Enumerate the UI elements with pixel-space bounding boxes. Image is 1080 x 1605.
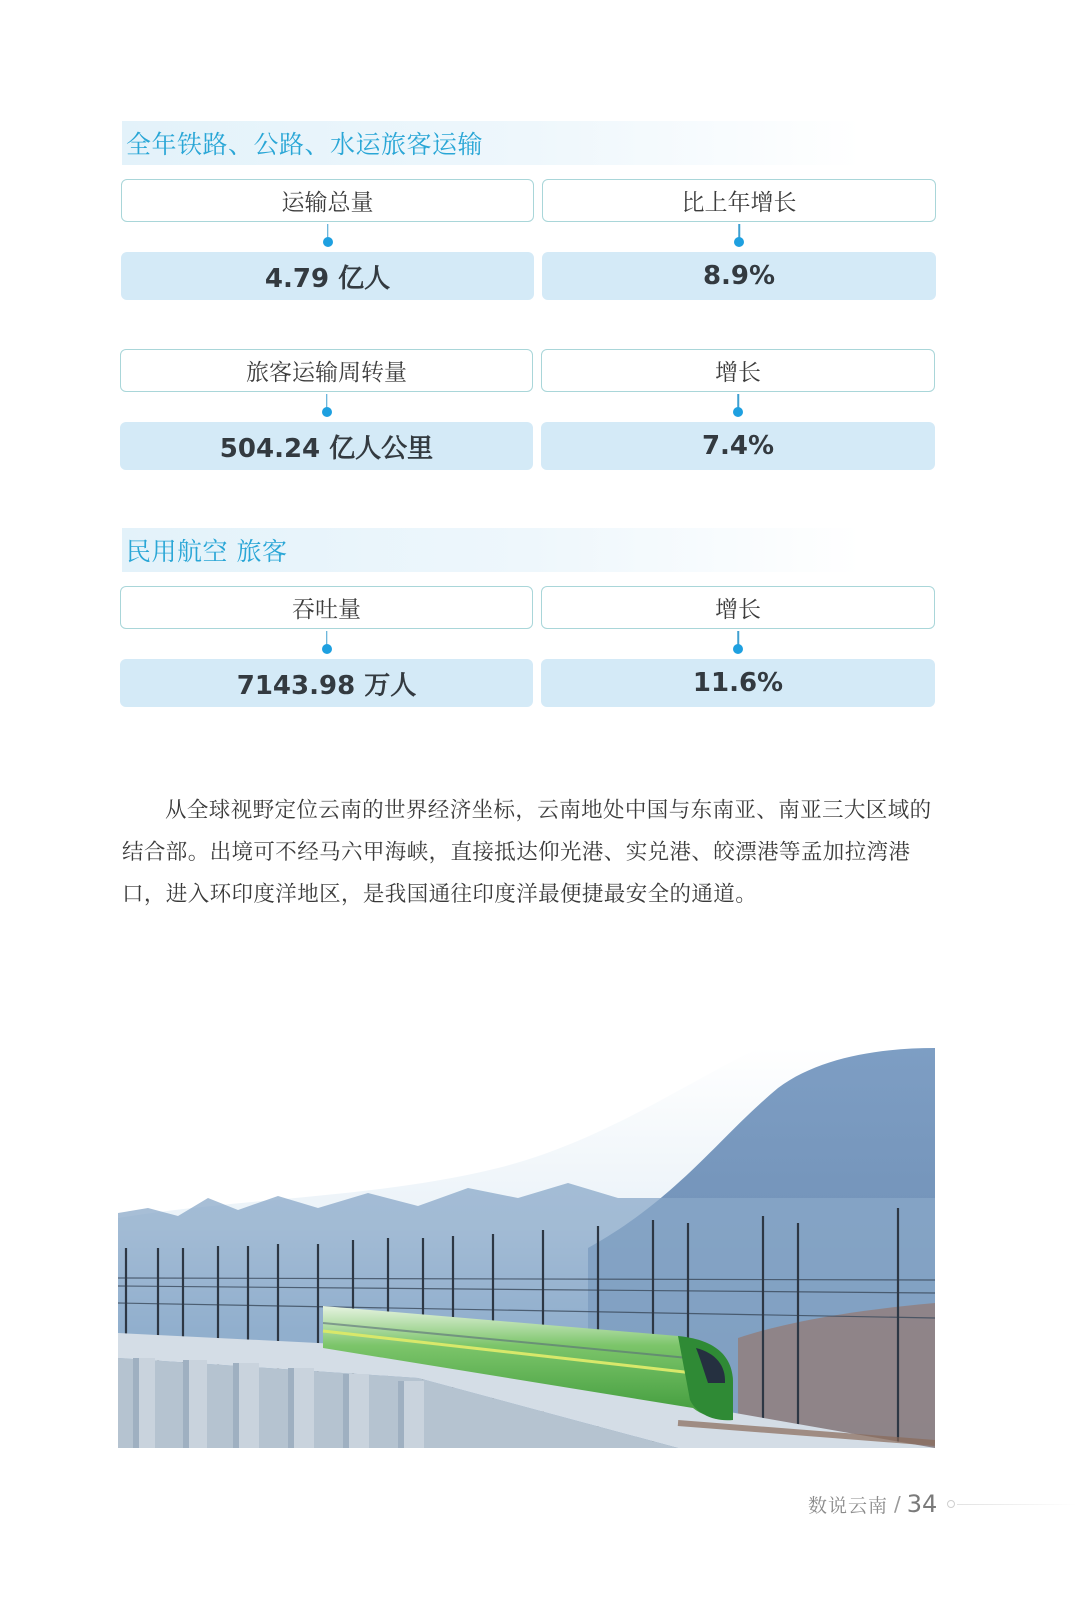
footer-separator: / xyxy=(894,1492,901,1516)
section-title-civil-aviation xyxy=(122,528,862,572)
section-title-passenger-transport xyxy=(122,121,862,165)
stat-row-turnover xyxy=(121,349,934,471)
stat-value: 11.6% xyxy=(541,659,935,707)
connector-pin-icon xyxy=(541,392,935,422)
stat-card-passenger-turnover xyxy=(120,349,533,470)
stat-card-throughput-growth xyxy=(541,586,935,707)
stat-card-yoy-growth xyxy=(542,179,936,300)
connector-pin-icon xyxy=(120,629,533,659)
section-title-text: 全年铁路、公路、水运旅客运输 xyxy=(126,130,484,159)
stat-label: 吞吐量 xyxy=(120,586,533,629)
stat-card-throughput xyxy=(120,586,533,707)
footer-circle-icon xyxy=(947,1500,955,1508)
stat-value: 7.4% xyxy=(541,422,935,470)
stat-row-throughput xyxy=(121,586,934,708)
page-number: 34 xyxy=(906,1490,938,1518)
stat-card-total-volume xyxy=(121,179,534,300)
stat-label: 旅客运输周转量 xyxy=(120,349,533,392)
stat-row-total-volume xyxy=(121,179,936,301)
train-viaduct-photo xyxy=(118,1048,935,1448)
stat-value: 7143.98 万人 xyxy=(120,659,533,707)
stat-card-turnover-growth xyxy=(541,349,935,470)
connector-pin-icon xyxy=(541,629,935,659)
stat-value: 504.24 亿人公里 xyxy=(120,422,533,470)
stats-grid-turnover xyxy=(121,349,934,471)
connector-pin-icon xyxy=(121,222,534,252)
page-footer xyxy=(808,1490,1077,1518)
connector-pin-icon xyxy=(120,392,533,422)
stats-grid-ground-transport xyxy=(121,179,936,301)
footer-brand: 数说云南 xyxy=(808,1494,889,1517)
footer-rule xyxy=(957,1504,1077,1505)
stat-label: 比上年增长 xyxy=(542,179,936,222)
section-title-text: 民用航空 旅客 xyxy=(126,537,288,566)
stat-label: 增长 xyxy=(541,349,935,392)
stat-value: 4.79 亿人 xyxy=(121,252,534,300)
stat-label: 增长 xyxy=(541,586,935,629)
stat-value: 8.9% xyxy=(542,252,936,300)
body-paragraph: 从全球视野定位云南的世界经济坐标，云南地处中国与东南亚、南亚三大区域的结合部。出境可不经马六甲海峡，直接抵达仰光港、实兑港、皎漂港等孟加拉湾港口，进入环印度洋地区，是我国通往印度洋最便捷最安全的通道。 xyxy=(122,797,932,907)
stat-label: 运输总量 xyxy=(121,179,534,222)
stats-grid-aviation xyxy=(121,586,934,708)
connector-pin-icon xyxy=(542,222,936,252)
